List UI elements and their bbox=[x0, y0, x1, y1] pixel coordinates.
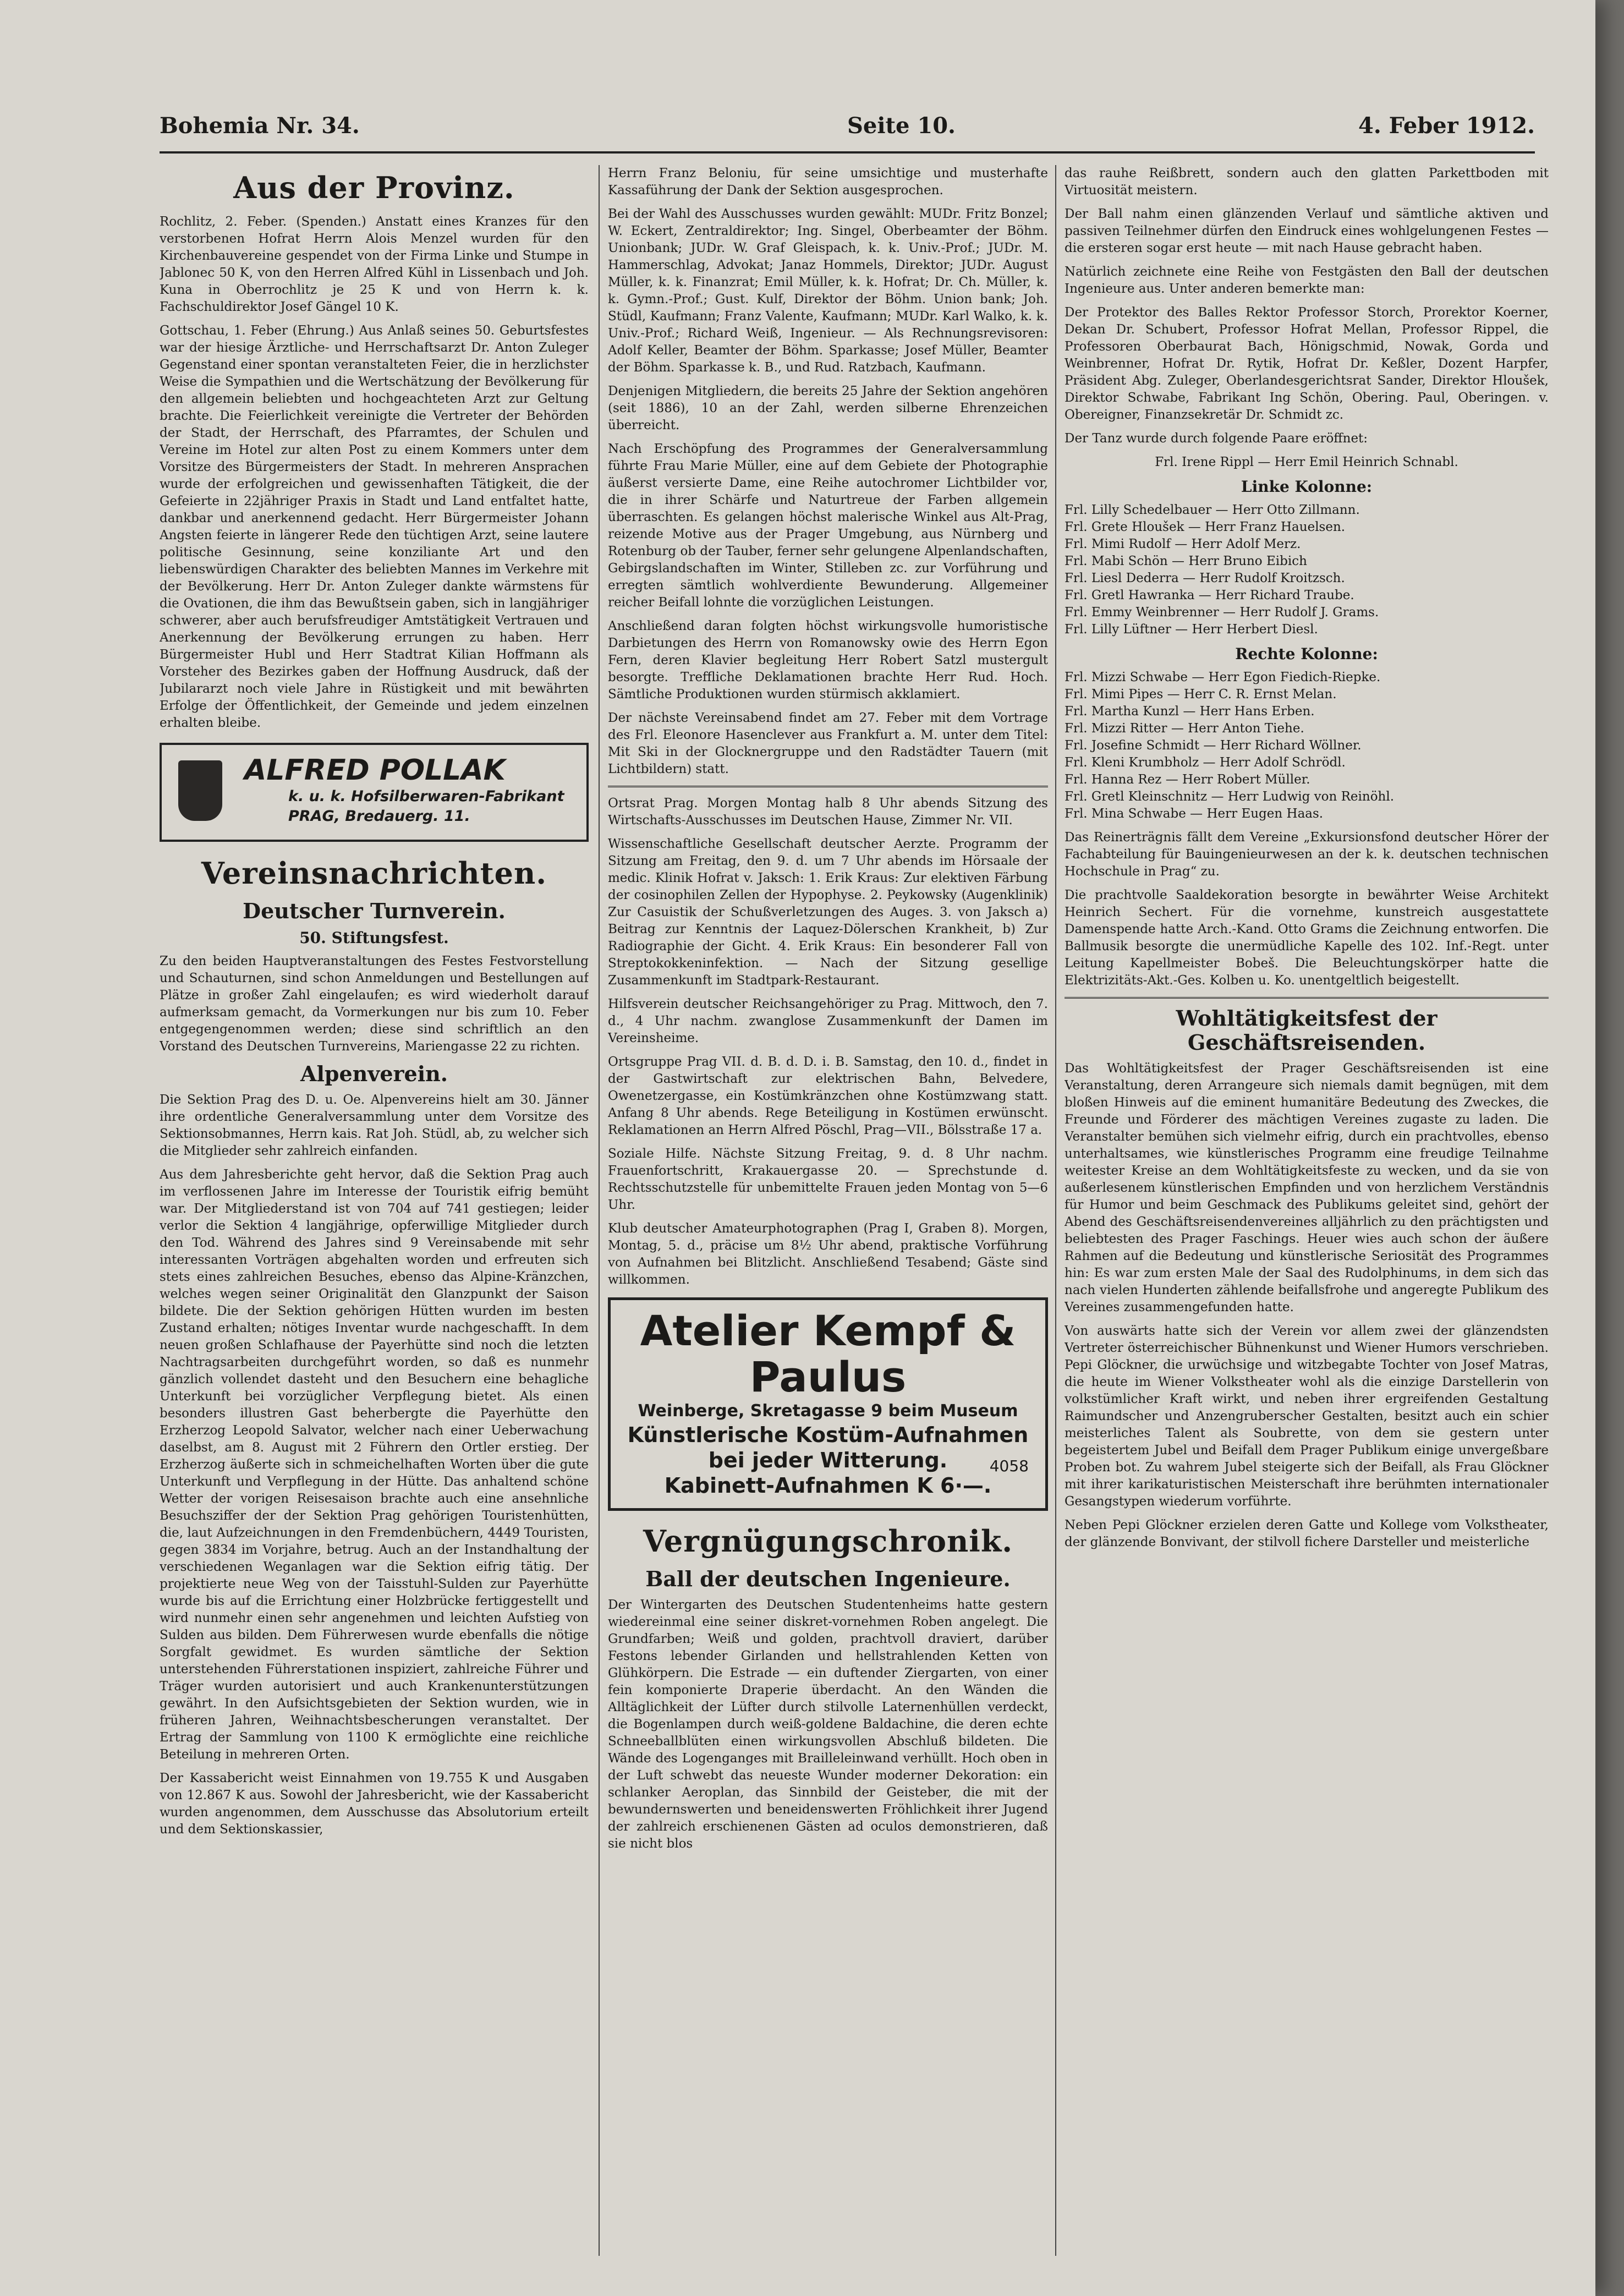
article-paragraph: das rauhe Reißbrett, sondern auch den glatten Parkettboden mit Virtuosität meistern. bbox=[1065, 166, 1549, 198]
list-item: Frl. Hanna Rez — Herr Robert Müller. bbox=[1065, 772, 1310, 787]
ad-company-address: PRAG, Bredauerg. 11. bbox=[288, 808, 470, 825]
notice-paragraph: Klub deutscher Amateurphotographen (Prag I, Graben 8). Morgen, Montag, 5. d., präcise um 8½ Uhr abend, praktische Vorführung von Aufnahmen bei Blitzlicht. Anschließend Tesabend; Gäste sind willkommen. bbox=[608, 1221, 1048, 1287]
header-issue: Bohemia Nr. 34. bbox=[160, 113, 360, 139]
article-paragraph: Der Ball nahm einen glänzenden Verlauf und sämtliche aktiven und passiven Teilnehmer dürfen den Eindruck eines wohlgelungenen Festes — die ersteren sogar erst heute — mit nach Hause gebracht haben. bbox=[1065, 207, 1549, 255]
list-item: Frl. Josefine Schmidt — Herr Richard Wöllner. bbox=[1065, 738, 1362, 753]
crest-icon bbox=[178, 760, 222, 821]
advertisement-atelier bbox=[608, 1297, 1048, 1511]
ad-atelier-line: Kabinett-Aufnahmen K 6·—. bbox=[664, 1473, 992, 1498]
ad-company-title: k. u. k. Hofsilberwaren-Fabrikant bbox=[288, 788, 564, 805]
list-item: Frl. Emmy Weinbrenner — Herr Rudolf J. Grams. bbox=[1065, 605, 1379, 620]
list-item: Frl. Gretl Hawranka — Herr Richard Traube. bbox=[1065, 588, 1354, 602]
notice-paragraph: Soziale Hilfe. Nächste Sitzung Freitag, 9. d. 8 Uhr nachm. Frauenfortschritt, Krakauergasse 20. — Sprechstunde d. Rechtsschutzstelle für unbemittelte Frauen jeden Montag von 5—6 Uhr. bbox=[608, 1147, 1048, 1212]
header-date: 4. Feber 1912. bbox=[1358, 113, 1535, 139]
list-item: Frl. Mabi Schön — Herr Bruno Eibich bbox=[1065, 554, 1307, 568]
list-item: Frl. Mina Schwabe — Herr Eugen Haas. bbox=[1065, 807, 1324, 821]
list-item: Frl. Grete Hloušek — Herr Franz Hauelsen. bbox=[1065, 520, 1346, 534]
article-paragraph: Herrn Franz Beloniu, für seine umsichtige und musterhafte Kassaführung der Dank der Sektion ausgesprochen. bbox=[608, 166, 1048, 198]
ad-atelier-line: Künstlerische Kostüm-Aufnahmen bbox=[627, 1423, 1029, 1447]
notice-paragraph: Wissenschaftliche Gesellschaft deutscher Aerzte. Programm der Sitzung am Freitag, den 9. d. um 7 Uhr abends im Hörsaale der medic. Klinik Hofrat v. Jaksch: 1. Erik Kraus: Zur elektiven Färbung der cosinophilen Zellen der Hypophyse. 2. Peykowsky (Augenklinik) Zur Casuistik der Schußverletzungen des Auges. 3. von Jaksch a) Beitrag zur Kenntnis der Laquez-Dölerschen Krankheit, b) Zur Radiographie der Gicht. 4. Erik Kraus: Ein besonderer Fall von Streptokokkeninfektion. — Nach der Sitzung gesellige Zusammenkunft im Stadtpark-Restaurant. bbox=[608, 837, 1048, 988]
list-heading-linke: Linke Kolonne: bbox=[1241, 478, 1373, 496]
article-paragraph: Der Tanz wurde durch folgende Paare eröffnet: bbox=[1065, 431, 1368, 446]
pairs-list-left bbox=[1065, 502, 1549, 638]
article-paragraph: Der Kassabericht weist Einnahmen von 19.755 K und Ausgaben von 12.867 K aus. Sowohl der Jahresbericht, wie der Kassabericht wurden angenommen, dem Ausschusse das Absolutorium erteilt und dem Sektionskassier, bbox=[160, 1771, 589, 1837]
article-paragraph: Rochlitz, 2. Feber. (Spenden.) Anstatt eines Kranzes für den verstorbenen Hofrat Herrn Alois Menzel wurden für den Kirchenbauvereine gespendet von der Firma Linke und Stumpe in Jablonec 50 K, von den Herren Alfred Kühl in Lissenbach und Joh. Kuna in Oberrochlitz je 25 K und von Herrn k. k. Fachschuldirektor Josef Gängel 10 K. bbox=[160, 215, 589, 314]
subsection-title-turnverein: Deutscher Turnverein. bbox=[243, 898, 506, 923]
subsection-subtitle: 50. Stiftungsfest. bbox=[299, 929, 449, 947]
article-paragraph: Das Reinerträgnis fällt dem Vereine „Exkursionsfond deutscher Hörer der Fachabteilung für Bauingenieurwesen an der k. k. deutschen technischen Hochschule in Prag“ zu. bbox=[1065, 830, 1549, 879]
article-paragraph: Zu den beiden Hauptveranstaltungen des Festes Festvorstellung und Schauturnen, sind schon Anmeldungen und Bestellungen auf Plätze in großer Zahl eingelaufen; es wird wiederholt darauf aufmerksam gemacht, da Vormerkungen nur bis zum 10. Feber entgegengenommen werden; diese sind schriftlich an den Vorstand des Deutschen Turnvereins, Mariengasse 22 zu richten. bbox=[160, 954, 589, 1054]
advertisement-pollak bbox=[160, 743, 589, 842]
list-item: Frl. Lilly Schedelbauer — Herr Otto Zillmann. bbox=[1065, 503, 1360, 517]
notice-paragraph: Hilfsverein deutscher Reichsangehöriger zu Prag. Mittwoch, den 7. d., 4 Uhr nachm. zwanglose Zusammenkunft der Damen im Vereinsheime. bbox=[608, 997, 1048, 1045]
list-item: Frl. Kleni Krumbholz — Herr Adolf Schrödl. bbox=[1065, 755, 1346, 770]
list-item: Frl. Mizzi Schwabe — Herr Egon Fiedich-Riepke. bbox=[1065, 670, 1381, 684]
column-divider bbox=[1055, 165, 1056, 2256]
article-paragraph: Bei der Wahl des Ausschusses wurden gewählt: MUDr. Fritz Bonzel; W. Eckert, Zentraldirektor; Ing. Singel, Oberbeamter der Böhm. Unionbank; JUDr. W. Graf Gleispach, k. k. Univ.-Prof.; JUDr. M. Hammerschlag, Advokat; Janaz Hommels, Direktor; JUDr. August Müller, k. k. Finanzrat; Emil Müller, k. k. Hofrat; Dr. Ch. Müller, k. k. Gymn.-Prof.; Gust. Kulf, Direktor der Böhm. Union bank; Joh. Stüdl, Kaufmann; Franz Valente, Kaufmann; MUDr. Karl Walko, k. k. Univ.-Prof.; Richard Weiß, Ingenieur. — Als Rechnungsrevisoren: Adolf Keller, Beamter der Böhm. Sparkasse; Josef Müller, Beamter der Böhm. Sparkasse k. B., und Rud. Ratzbach, Kaufmann. bbox=[608, 207, 1048, 375]
column-2 bbox=[608, 165, 1048, 2256]
article-paragraph: Der Wintergarten des Deutschen Studentenheims hatte gestern wiedereinmal eine seiner diskret-vornehmen Roben angelegt. Die Grundfarben; Weiß und golden, prachtvoll draviert, darüber Festons lebender Girlanden und hellstrahlenden Ketten von Glühkörpern. Die Estrade — ein duftender Ziergarten, von einer fein komponierte Draperie überdacht. An den Wänden die Alltäglichkeit der Lüfter durch stilvolle Laternenhüllen verdeckt, die Bogenlampen durch weiß-goldene Baldachine, die deren echte Schneeballblüten einen wirkungsvollen Abschluß bildeten. Die Wände des Logenganges mit Brailleleinwand verhüllt. Hoch oben in der Luft schwebt das neueste Wunder moderner Dekoration: ein schlanker Aeroplan, das Sinnbild der Geisteber, die mit der bewundernswerten und beneidenswerten Fröhlichkeit ihrer Jugend der zahlreich erschienenen Gästen ad oculos demonstrieren, daß sie nicht blos bbox=[608, 1598, 1048, 1851]
article-paragraph: Aus dem Jahresberichte geht hervor, daß die Sektion Prag auch im verflossenen Jahre im Interesse der Touristik eifrig bemüht war. Der Mitgliederstand ist von 704 auf 741 gestiegen; leider verlor die Sektion 4 langjährige, opferwillige Mitglieder durch den Tod. Während des Jahres sind 9 Vereinsabende mit sehr interessanten Vorträgen abgehalten worden und erfreuten sich stets eines zahlreichen Besuches, ebenso das Alpine-Kränzchen, welches wegen seiner Originalität den Glanzpunkt der Saison bildete. Die der Sektion gehörigen Hütten wurden im besten Zustand erhalten; nötiges Inventar wurde nachgeschafft. In dem neuen großen Schlafhause der Payerhütte sind noch die letzten Nachtragsarbeiten durchgeführt worden, so daß es nunmehr gänzlich vollendet dasteht und den Besuchern eine behagliche Unterkunft bei vorzüglicher Verpflegung bietet. Als einen besonders illustren Gast beherbergte die Payerhütte den Erzherzog Leopold Salvator, welcher nach einer Ueberwachung daselbst, am 8. August mit 2 Führern den Ortler erstieg. Der Erzherzog äußerte sich in schmeichelhaften Worten über die gute Unterkunft und Verpflegung in der Hütte. Das anhaltend schöne Wetter der vorigen Reisesaison brachte auch eine ansehnliche Besuchsziffer der der Sektion Prag gehörigen Touristenhütten, die, laut Aufzeichnungen in den Fremdenbüchern, 4449 Touristen, gegen 3834 im Vorjahre, betrug. Auch an der Instandhaltung der verschiedenen Weganlagen war die Sektion eifrig tätig. Der projektierte neue Weg von der Taisstuhl-Sulden zur Payerhütte wurde bis auf die Errichtung einer Holzbrücke fertiggestellt und wird nunmehr einen sehr angenehmen und leichten Aufstieg von Sulden aus bilden. Dem Führerwesen wurde ebenfalls die nötige Sorgfalt gewidmet. Es wurden sämtliche der Sektion unterstehenden Führerstationen inspiziert, zahlreiche Führer und Träger wurden autorisiert und auch Krankenunterstützungen gewährt. In den Aufsichtsgebieten der Sektion wurden, wie in früheren Jahren, Weihnachtsbescherungen veranstaltet. Der Ertrag der Sammlung von 1100 K ermöglichte eine reichliche Beteilung in mehreren Orten. bbox=[160, 1168, 589, 1762]
article-paragraph: Die Sektion Prag des D. u. Oe. Alpenvereins hielt am 30. Jänner ihre ordentliche Generalversammlung unter dem Vorsitze des Sektionsobmannes, Herrn kais. Rat Joh. Stüdl, ab, zu welcher sich die Mitglieder sehr zahlreich einfanden. bbox=[160, 1093, 589, 1158]
ad-atelier-number: 4058 bbox=[989, 1457, 1029, 1475]
list-item: Frl. Gretl Kleinschnitz — Herr Ludwig von Reinöhl. bbox=[1065, 790, 1395, 804]
divider bbox=[608, 786, 1048, 787]
section-title-wohltaetigkeitsfest: Wohltätigkeitsfest der Geschäftsreisenden. bbox=[1176, 1006, 1438, 1055]
article-paragraph: Natürlich zeichnete eine Reihe von Festgästen den Ball der deutschen Ingenieure aus. Unter anderen bemerkte man: bbox=[1065, 265, 1549, 296]
header-rule bbox=[160, 151, 1535, 154]
ad-atelier-name: Atelier Kempf & Paulus bbox=[640, 1306, 1016, 1401]
article-paragraph: Die prachtvolle Saaldekoration besorgte in bewährter Weise Architekt Heinrich Sechert. Für die vornehme, kunstreich ausgestattete Damenspende hatte Arch.-Kand. Otto Grams die Zeichnung entworfen. Die Ballmusik besorgte die unermüdliche Kapelle des 102. Inf.-Regt. unter Leitung Kapellmeister Bobeš. Die Beleuchtungskörper hatte die Elektrizitäts-Akt.-Ges. Kolben u. Ko. unentgeltlich beigestellt. bbox=[1065, 888, 1549, 988]
ad-atelier-address: Weinberge, Skretagasse 9 beim Museum bbox=[638, 1401, 1018, 1421]
list-item: Frl. Mimi Pipes — Herr C. R. Ernst Melan. bbox=[1065, 687, 1337, 702]
ad-company-name: ALFRED POLLAK bbox=[244, 754, 506, 787]
divider bbox=[1065, 997, 1549, 999]
list-item: Frl. Mimi Rudolf — Herr Adolf Merz. bbox=[1065, 537, 1301, 551]
section-title-vereinsnachrichten: Vereinsnachrichten. bbox=[201, 856, 547, 891]
notice-paragraph: Ortsgruppe Prag VII. d. B. d. D. i. B. Samstag, den 10. d., findet in der Gastwirtschaft zur elektrischen Bahn, Belvedere, Owenetzergasse, ein Kostümkränzchen ohne Kostümzwang statt. Anfang 8 Uhr abends. Rege Beteiligung in Kostümen erwünscht. Reklamationen an Herrn Alfred Pöschl, Prag—VII., Bölsstraße 17 a. bbox=[608, 1055, 1048, 1137]
subsection-title-alpenverein: Alpenverein. bbox=[300, 1061, 448, 1086]
column-divider bbox=[599, 165, 600, 2256]
list-item: Frl. Lilly Lüftner — Herr Herbert Diesl. bbox=[1065, 622, 1318, 637]
list-heading-rechte: Rechte Kolonne: bbox=[1235, 645, 1378, 663]
column-3 bbox=[1065, 165, 1549, 2256]
article-paragraph: Der nächste Vereinsabend findet am 27. Feber mit dem Vortrage des Frl. Eleonore Hasenclever aus Frankfurt a. M. unter dem Titel: Mit Ski in der Glocknergruppe und den Radstädter Tauern (mit Lichtbildern) statt. bbox=[608, 711, 1048, 776]
article-paragraph: Denjenigen Mitgliedern, die bereits 25 Jahre der Sektion angehören (seit 1886), 10 an der Zahl, werden silberne Ehrenzeichen überreicht. bbox=[608, 384, 1048, 432]
list-item: Frl. Liesl Dederra — Herr Rudolf Kroitzsch. bbox=[1065, 571, 1345, 585]
article-paragraph: Gottschau, 1. Feber (Ehrung.) Aus Anlaß seines 50. Geburtsfestes war der hiesige Ärztliche- und Herrschaftsarzt Dr. Anton Zuleger Gegenstand einer spontan veranstalteten Feier, die in herzlichster Weise die Sympathien und die Wertschätzung der Bevölkerung für den allgemein beliebten und hochgeachteten Arzt zur Geltung brachte. Die Feierlichkeit vereinigte die Vertreter der Behörden der Stadt, der Herrschaft, des Pfarramtes, der Schulen und Vereine im Hotel zur alten Post zu einem Kommers unter dem Vorsitze des Bürgermeisters der Stadt. In mehreren Ansprachen wurde der erfolgreichen und gewissenhaften Tätigkeit, die der Gefeierte in 22jähriger Praxis in Stadt und Land entfaltet hatte, dankbar und anerkennend gedacht. Herr Bürgermeister Johann Angsten feierte in längerer Rede den tüchtigen Arzt, seine lautere politische Gesinnung, seine konziliante Art und den liebenswürdigen Charakter des beliebten Mannes im Verkehre mit der Bevölkerung. Herr Dr. Anton Zuleger dankte wärmstens für die Ovationen, die ihm das Bewußtsein gaben, sich in langjähriger schwerer, aber auch berufsfreudiger Amtstätigkeit Vertrauen und Anerkennung der Bevölkerung errungen zu haben. Herr Bürgermeister Hubl und Herr Stadtrat Kilian Hoffmann als Vorsteher des Bezirkes gaben der Hoffnung Ausdruck, daß der Jubilararzt noch viele Jahre in Rüstigkeit und mit bewährten Erfolge der Öffentlichkeit, der Gemeinde und jedem einzelnen erhalten bleibe. bbox=[160, 324, 589, 730]
article-paragraph: Der Protektor des Balles Rektor Professor Storch, Prorektor Koerner, Dekan Dr. Schubert, Professor Hofrat Mellan, Professor Rippel, die Professoren Oberbaurat Bach, Hönigschmid, Nowak, Gorda und Weinbrenner, Hofrat Dr. Rytik, Hofrat Dr. Keßler, Dozent Harpfer, Präsident Abg. Zuleger, Oberlandesgerichtsrat Sander, Direktor Hloušek, Direktor Schwabe, Fabrikant Ing Schön, Obering. Paul, Oberingen. v. Obereigner, Finanzsekretär Dr. Schmidt zc. bbox=[1065, 305, 1549, 422]
opening-pair: Frl. Irene Rippl — Herr Emil Heinrich Schnabl. bbox=[1155, 455, 1458, 469]
article-paragraph: Nach Erschöpfung des Programmes der Generalversammlung führte Frau Marie Müller, eine auf dem Gebiete der Photographie äußerst versierte Dame, eine Reihe autochromer Lichtbilder vor, die in ihrer Schärfe und Naturtreue der Farben allgemein überraschten. Es gelangen höchst malerische Winkel aus Alt-Prag, reizende Motive aus der Prager Umgebung, aus Nürnberg und Rotenburg ob der Tauber, ferner sehr gelungene Alpenlandschaften, Gebirgslandschaften im Winter, Stilleben zc. zur Vorführung und erregten sämtlich wohlverdiente Bewunderung. Allgemeiner reicher Beifall lohnte die vorzüglichen Leistungen. bbox=[608, 442, 1048, 610]
article-paragraph: Von auswärts hatte sich der Verein vor allem zwei der glänzendsten Vertreter österreichischer Bühnenkunst und Wiener Humors verschrieben. Pepi Glöckner, die urwüchsige und witzbegabte Tochter von Josef Matras, die heute im Wiener Volkstheater wohl als die einzige Darstellerin von volkstümlicher Kraft wirkt, und neben ihrer ergreifenden Gestaltung Raimundscher und Anzengruberscher Gestalten, besitzt auch ein schier meisterliches Talent als Soubrette, von dem sie gestern unter begeistertem Jubel und Beifall dem Prager Publikum einige unvergeßbare Proben bot. Zu wahrem Jubel steigerte sich der Beifall, als Frau Glöckner mit ihrer karikaturistischen Meisterschaft ihre berühmten internationaler Gesangstypen wiederum vorführte. bbox=[1065, 1324, 1549, 1509]
column-1 bbox=[160, 165, 589, 2256]
notice-paragraph: Ortsrat Prag. Morgen Montag halb 8 Uhr abends Sitzung des Wirtschafts-Ausschusses im Deutschen Hause, Zimmer Nr. VII. bbox=[608, 796, 1048, 828]
header-page-number: Seite 10. bbox=[847, 113, 956, 139]
article-paragraph: Neben Pepi Glöckner erzielen deren Gatte und Kollege vom Volkstheater, der glänzende Bonvivant, der stilvoll fichere Darsteller und meisterliche bbox=[1065, 1518, 1549, 1549]
list-item: Frl. Mizzi Ritter — Herr Anton Tiehe. bbox=[1065, 721, 1304, 736]
list-item: Frl. Martha Kunzl — Herr Hans Erben. bbox=[1065, 704, 1315, 719]
article-paragraph: Das Wohltätigkeitsfest der Prager Geschäftsreisenden ist eine Veranstaltung, deren Arrangeure sich niemals damit begnügen, mit dem bloßen Hinweis auf die eminent humanitäre Bedeutung des Zweckes, die Freunde und Förderer des mächtigen Vereines zugaste zu laden. Die Veranstalter bemühen sich vielmehr eifrig, durch ein prachtvolles, ebenso unterhaltsames, wie künstlerisches Programm eine freudige Teilnahme weitester Kreise an dem Wohltätigkeitsfeste zu wecken, und da sie von außerlesenem künstlerischen Empfinden und von herzlichem Verständnis für Humor und beim Geschmack des Publikums geleitet sind, gehört der Abend des Geschäftsreisendenvereines alljährlich zu den prächtigsten und beliebtesten des Prager Faschings. Heuer wies auch schon der äußere Rahmen auf die Bedeutung und künstlerische Seriosität des Programmes hin: Es war zum ersten Male der Saal des Rudolphinums, in dem sich das nach vielen Hunderten zählende beifallsfrohe und angeregte Publikum des Vereines zusammengefunden hatte. bbox=[1065, 1061, 1549, 1314]
section-title-provinz: Aus der Provinz. bbox=[233, 170, 515, 205]
article-paragraph: Anschließend daran folgten höchst wirkungsvolle humoristische Darbietungen des Herrn von Romanowsky owie des Herrn Egon Fern, deren Klavier begleitung Herr Robert Satzl mustergult besorgte. Treffliche Deklamationen brachte Herr Rud. Hoch. Sämtliche Produktionen wurden stürmisch akklamiert. bbox=[608, 619, 1048, 702]
subsection-title-ball: Ball der deutschen Ingenieure. bbox=[645, 1566, 1011, 1591]
section-title-vergnuegungschronik: Vergnügungschronik. bbox=[643, 1524, 1013, 1559]
page-header bbox=[160, 113, 1535, 146]
pairs-list-right bbox=[1065, 669, 1549, 823]
ad-atelier-line: bei jeder Witterung. bbox=[708, 1448, 948, 1472]
